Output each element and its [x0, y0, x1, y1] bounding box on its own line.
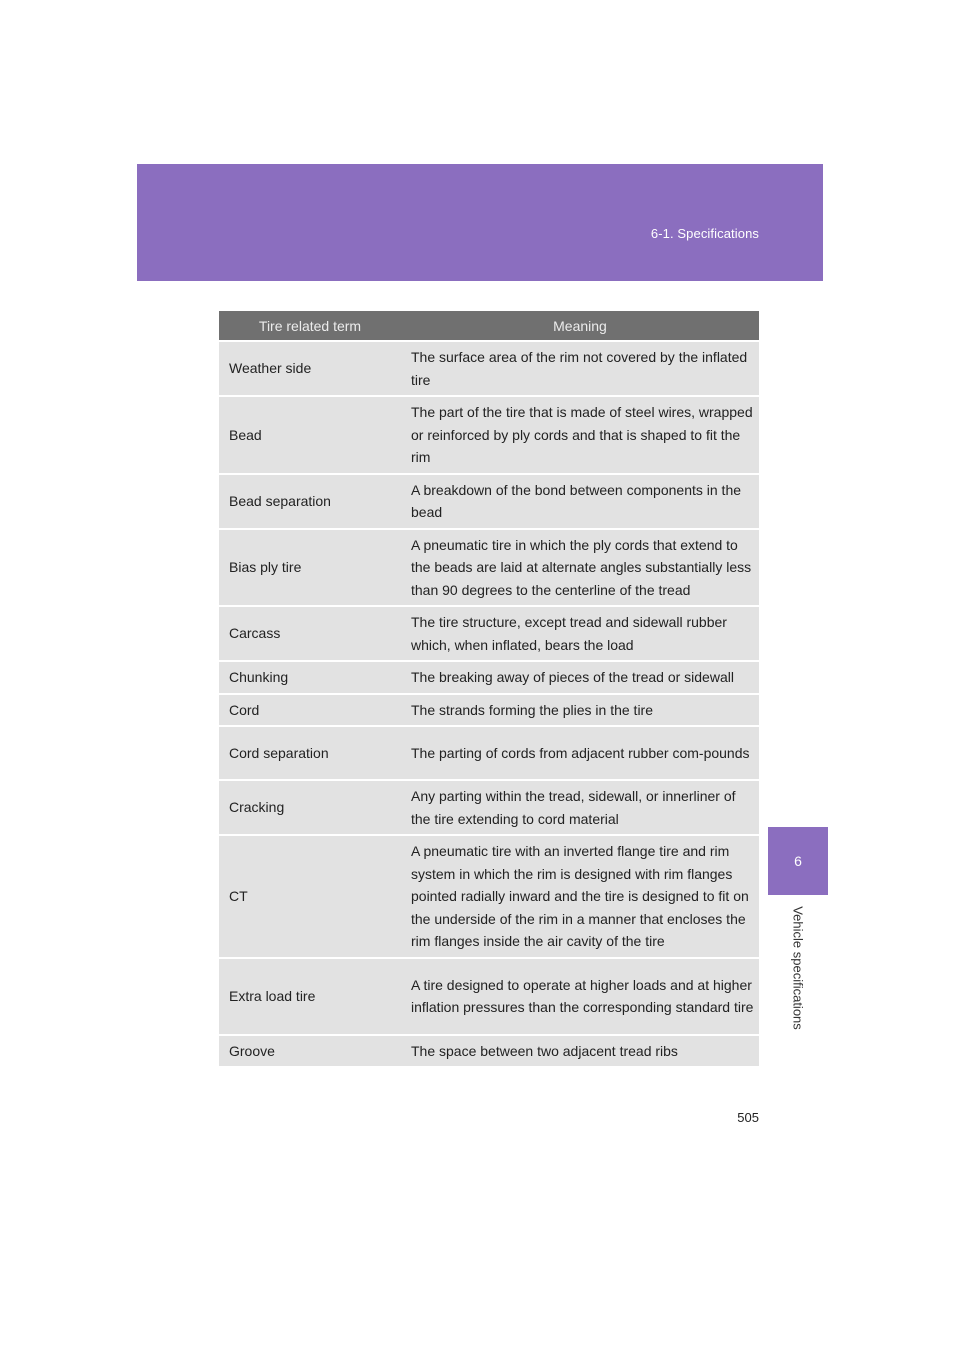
table-row — [219, 781, 759, 834]
table-row — [219, 727, 759, 779]
chapter-number: 6 — [794, 853, 802, 869]
meaning-cell: The parting of cords from adjacent rubber com-pounds — [401, 727, 759, 779]
term-cell: CT — [219, 836, 401, 957]
term-cell: Cord separation — [219, 727, 401, 779]
term-cell: Extra load tire — [219, 959, 401, 1034]
meaning-cell: A tire designed to operate at higher loads and at higher inflation pressures than the corresponding standard tire — [401, 959, 759, 1034]
term-cell: Carcass — [219, 607, 401, 660]
table-row — [219, 662, 759, 693]
table-row — [219, 836, 759, 957]
meaning-cell: The space between two adjacent tread ribs — [401, 1036, 759, 1067]
table-row — [219, 475, 759, 528]
chapter-label-text: Vehicle specifications — [790, 906, 806, 1030]
meaning-cell: Any parting within the tread, sidewall, or innerliner of the tire extending to cord material — [401, 781, 759, 834]
table-row — [219, 695, 759, 726]
term-cell: Groove — [219, 1036, 401, 1067]
meaning-cell: The tire structure, except tread and sidewall rubber which, when inflated, bears the load — [401, 607, 759, 660]
table-row — [219, 1036, 759, 1067]
column-header-meaning: Meaning — [401, 311, 759, 340]
table-row — [219, 397, 759, 473]
page-number: 505 — [737, 1110, 759, 1125]
meaning-cell: The surface area of the rim not covered by the inflated tire — [401, 342, 759, 395]
table-row — [219, 342, 759, 395]
term-cell: Bias ply tire — [219, 530, 401, 606]
meaning-cell: A pneumatic tire in which the ply cords that extend to the beads are laid at alternate angles substantially less than 90 degrees to the centerline of the tread — [401, 530, 759, 606]
column-header-term: Tire related term — [219, 311, 401, 340]
term-cell: Bead separation — [219, 475, 401, 528]
meaning-cell: A pneumatic tire with an inverted flange tire and rim system in which the rim is designed with rim flanges pointed radially inward and the tire is designed to fit on the underside of the rim in a manner that encloses the rim flanges inside the air cavity of the tire — [401, 836, 759, 957]
term-cell: Weather side — [219, 342, 401, 395]
term-cell: Cord — [219, 695, 401, 726]
table-header-row — [219, 311, 759, 340]
section-title: 6-1. Specifications — [650, 226, 759, 241]
term-cell: Bead — [219, 397, 401, 473]
tire-terms-table — [219, 309, 759, 1068]
term-cell: Chunking — [219, 662, 401, 693]
meaning-cell: The part of the tire that is made of steel wires, wrapped or reinforced by ply cords and that is shaped to fit the rim — [401, 397, 759, 473]
meaning-cell: The strands forming the plies in the tire — [401, 695, 759, 726]
meaning-cell: The breaking away of pieces of the tread or sidewall — [401, 662, 759, 693]
table-row — [219, 607, 759, 660]
chapter-tab — [768, 827, 828, 895]
table-row — [219, 530, 759, 606]
header-band — [137, 164, 823, 281]
table-row — [219, 959, 759, 1034]
meaning-cell: A breakdown of the bond between components in the bead — [401, 475, 759, 528]
term-cell: Cracking — [219, 781, 401, 834]
